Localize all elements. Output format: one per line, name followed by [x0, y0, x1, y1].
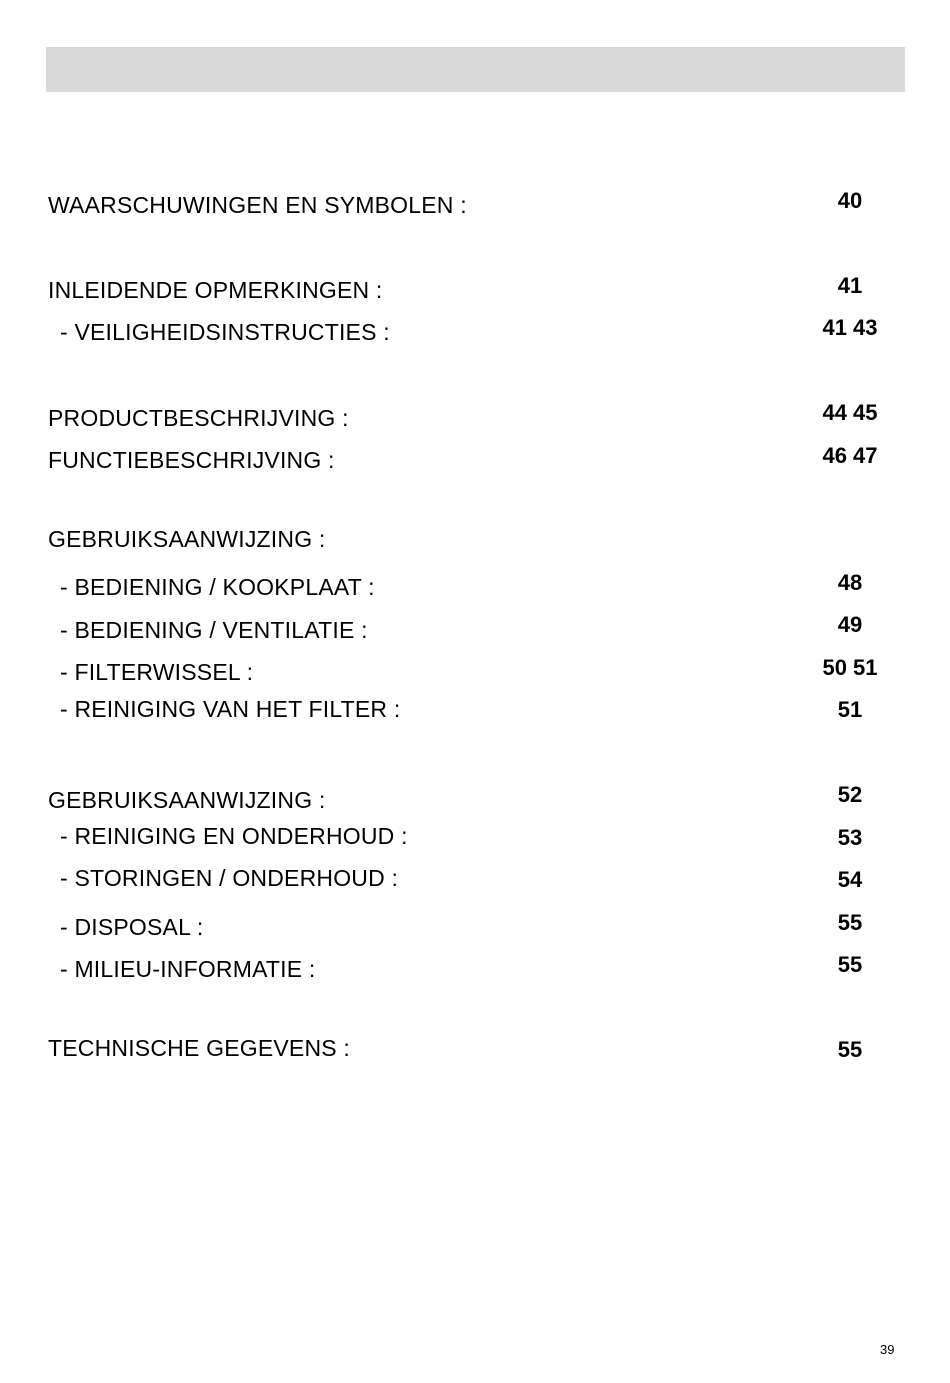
toc-label-usage-2: GEBRUIKSAANWIJZING :	[48, 787, 326, 813]
toc-label-safety: - VEILIGHEIDSINSTRUCTIES :	[60, 319, 390, 345]
toc-page-safety: 41 43	[822, 315, 878, 340]
toc-page-introduction: 41	[837, 273, 863, 298]
toc-page-malfunctions: 54	[837, 867, 863, 892]
toc-page-hob-control: 48	[837, 570, 863, 595]
toc-page-product-description: 44 45	[822, 400, 878, 425]
toc-label-ventilation-control: - BEDIENING / VENTILATIE :	[60, 617, 368, 643]
toc-page-warnings: 40	[837, 188, 863, 213]
toc-page-usage-2: 52	[837, 782, 863, 807]
toc-label-disposal: - DISPOSAL :	[60, 914, 204, 940]
toc-label-cleaning-maintenance: - REINIGING EN ONDERHOUD :	[60, 823, 408, 849]
toc-page-technical-data: 55	[837, 1037, 863, 1062]
toc-label-usage-1: GEBRUIKSAANWIJZING :	[48, 526, 326, 552]
toc-label-product-description: PRODUCTBESCHRIJVING :	[48, 405, 349, 431]
page-number: 39	[880, 1342, 895, 1357]
toc-label-warnings: WAARSCHUWINGEN EN SYMBOLEN :	[48, 192, 467, 218]
toc-page-ventilation-control: 49	[837, 612, 863, 637]
toc-page-filter-change: 50 51	[822, 655, 878, 680]
toc-label-introduction: INLEIDENDE OPMERKINGEN :	[48, 277, 383, 303]
toc-label-technical-data: TECHNISCHE GEGEVENS :	[48, 1035, 350, 1061]
toc-page-environment: 55	[837, 952, 863, 977]
toc-page-cleaning-maintenance: 53	[837, 825, 863, 850]
toc-label-function-description: FUNCTIEBESCHRIJVING :	[48, 447, 335, 473]
toc-label-filter-change: - FILTERWISSEL :	[60, 659, 254, 685]
toc-label-environment: - MILIEU-INFORMATIE :	[60, 956, 316, 982]
toc-label-filter-cleaning: - REINIGING VAN HET FILTER :	[60, 696, 401, 722]
toc-page-filter-cleaning: 51	[837, 697, 863, 722]
toc-label-malfunctions: - STORINGEN / ONDERHOUD :	[60, 865, 399, 891]
toc-label-hob-control: - BEDIENING / KOOKPLAAT :	[60, 574, 375, 600]
toc-page-function-description: 46 47	[822, 443, 878, 468]
header-band	[46, 47, 905, 92]
toc-page-disposal: 55	[837, 910, 863, 935]
